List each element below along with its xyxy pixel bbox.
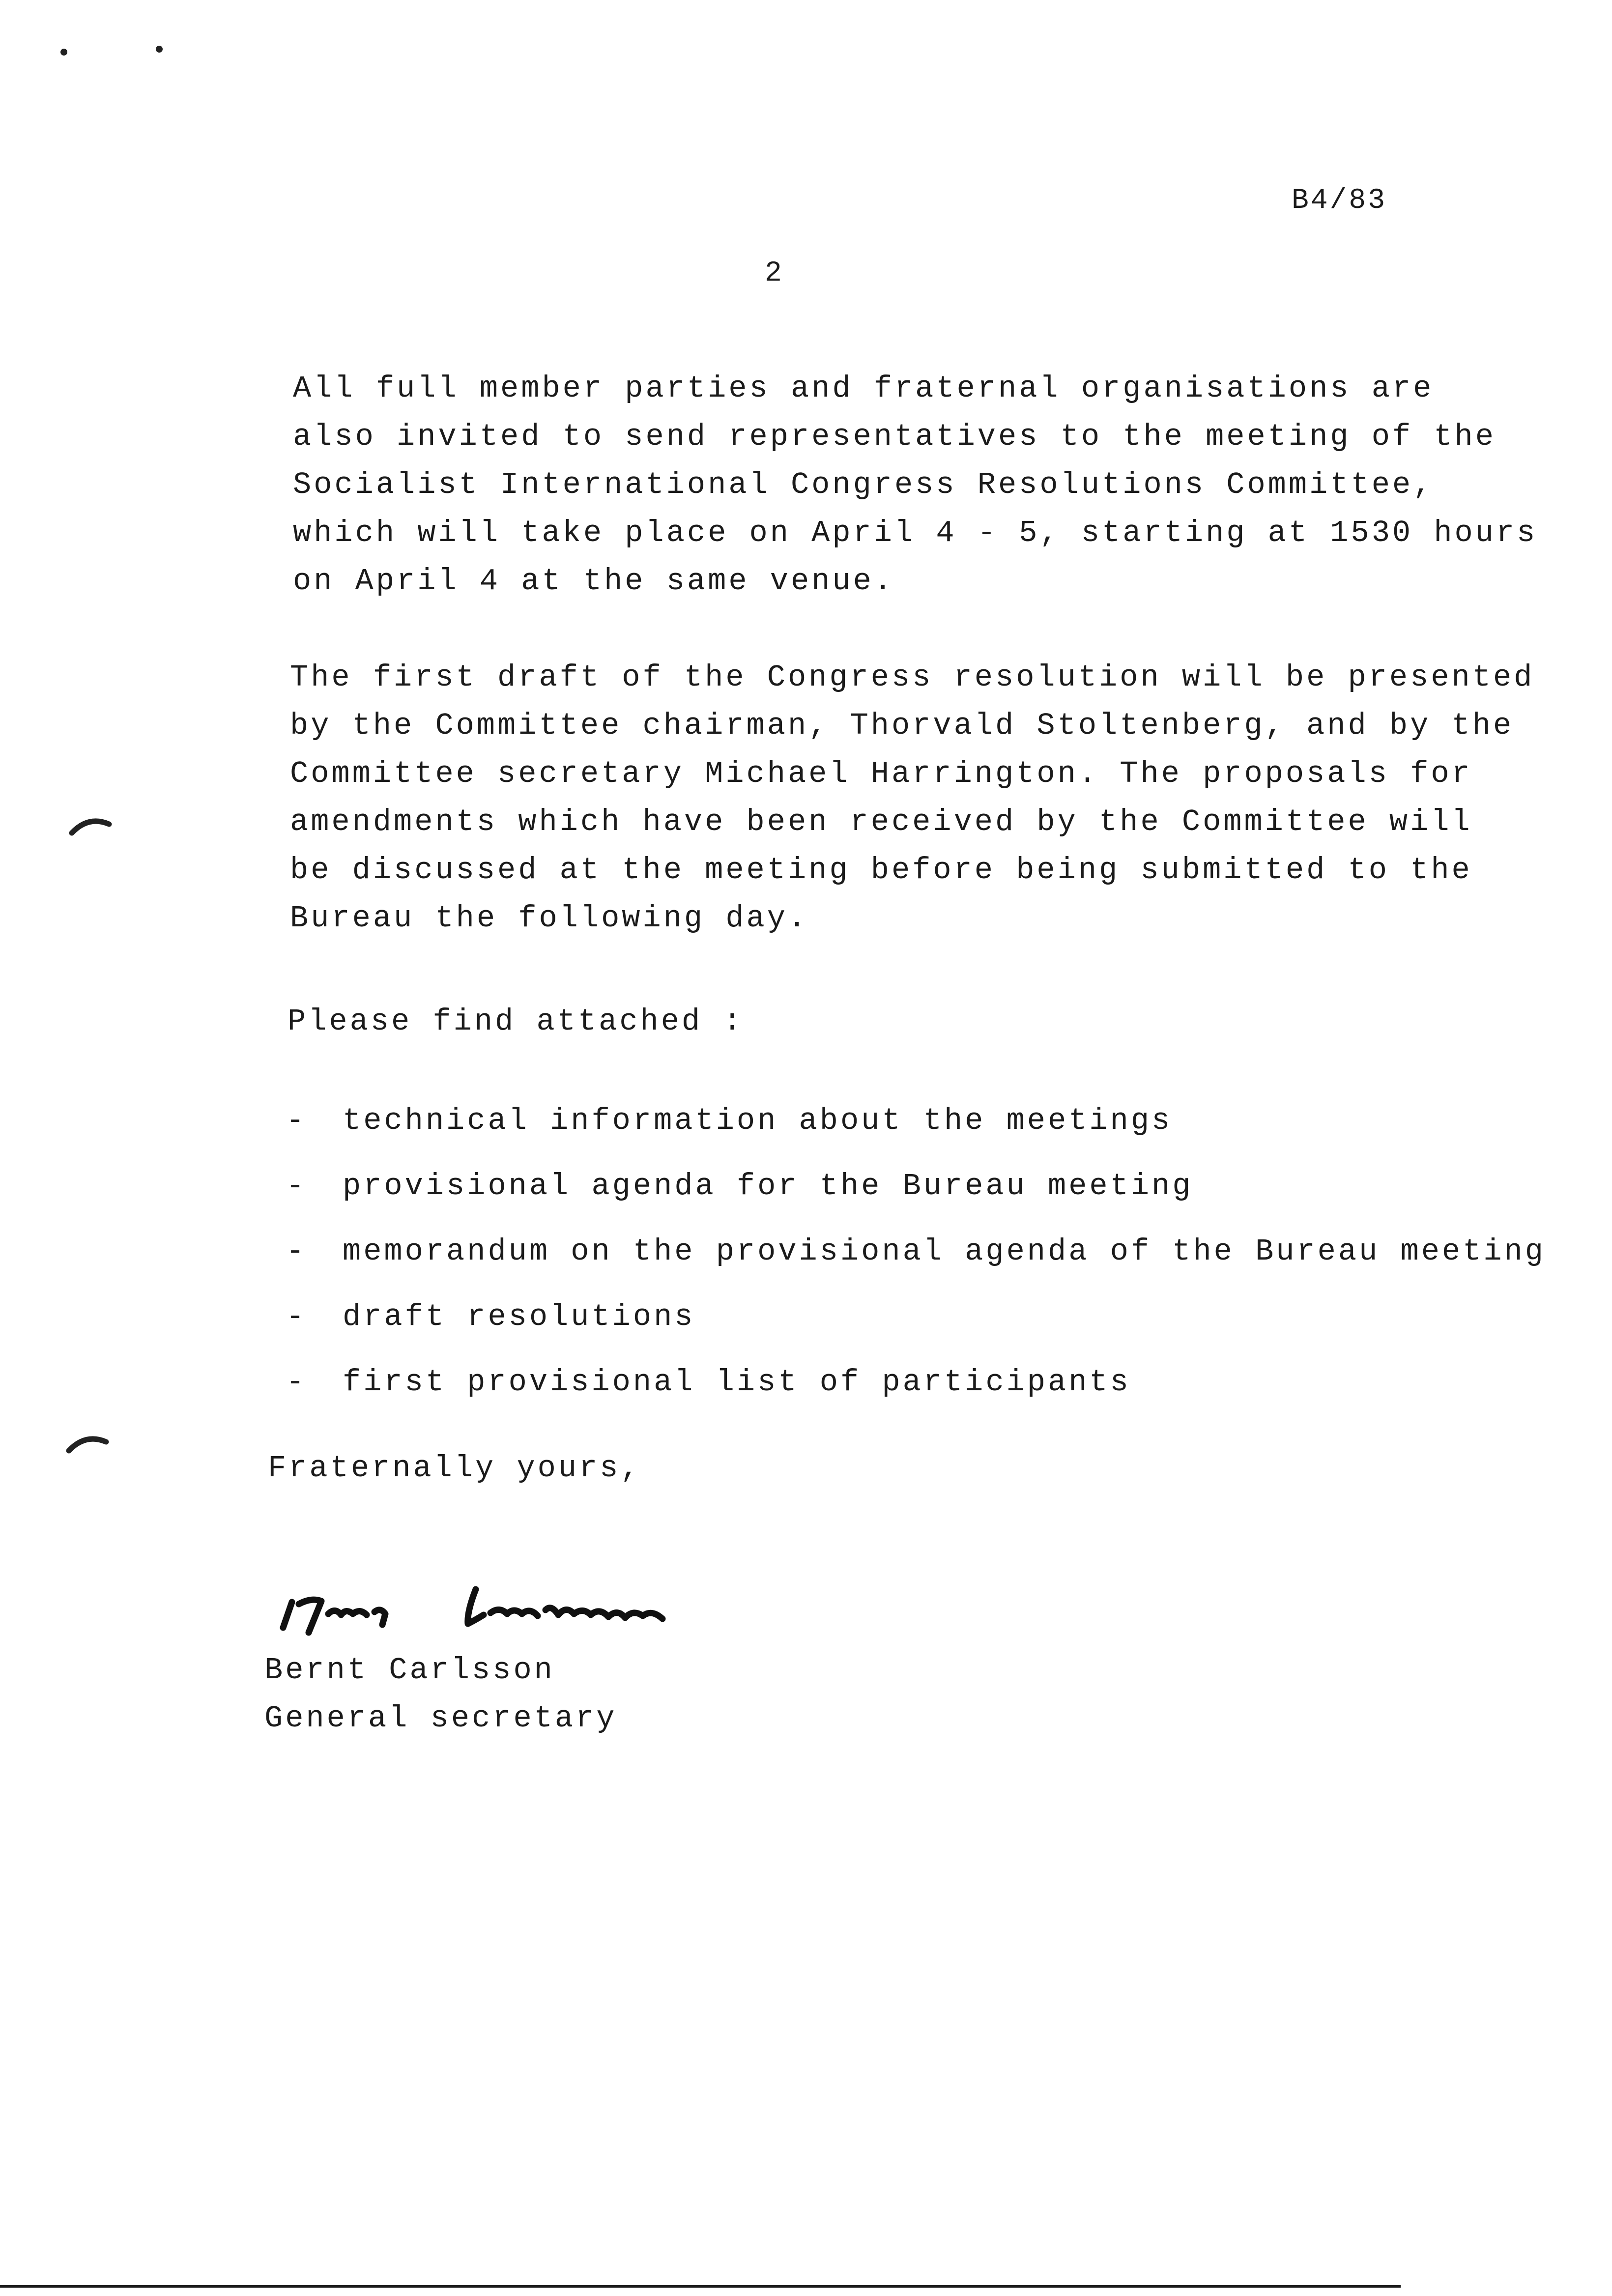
paragraph-line: The first draft of the Congress resolution will be presented — [290, 660, 1535, 695]
paragraph-line: by the Committee chairman, Thorvald Stoltenberg, and by the — [290, 708, 1514, 743]
bullet-dash: - — [286, 1365, 307, 1400]
attachment-label: provisional agenda for the Bureau meeting — [343, 1169, 1193, 1204]
list-item — [286, 1228, 1546, 1293]
paragraph-line: be discussed at the meeting before being submitted to the — [290, 853, 1472, 888]
bullet-dash: - — [286, 1299, 307, 1334]
list-item — [286, 1358, 1546, 1424]
paragraph-line: also invited to send representatives to the meeting of the — [293, 419, 1496, 454]
bullet-dash: - — [286, 1103, 307, 1138]
closing-salutation: Fraternally yours, — [268, 1451, 641, 1486]
paragraph-line: Committee secretary Michael Harrington. The proposals for — [290, 756, 1472, 791]
punch-hole-mark — [66, 1431, 110, 1456]
paragraph-draft-resolution — [290, 654, 1534, 943]
attachment-label: draft resolutions — [343, 1299, 695, 1334]
page-bottom-edge — [0, 2285, 1401, 2288]
attachments-intro: Please find attached : — [288, 1004, 744, 1039]
punch-hole-mark — [69, 813, 113, 838]
paragraph-line: on April 4 at the same venue. — [293, 564, 894, 599]
attachment-label: memorandum on the provisional agenda of the Bureau meeting — [343, 1234, 1546, 1269]
list-item — [286, 1097, 1546, 1162]
handwritten-signature — [269, 1573, 682, 1646]
paragraph-line: All full member parties and fraternal organisations are — [293, 371, 1434, 406]
scan-speck — [153, 43, 165, 55]
bullet-dash: - — [286, 1234, 307, 1269]
signer-title: General secretary — [264, 1701, 617, 1736]
paragraph-line: amendments which have been received by the Committee will — [290, 804, 1472, 839]
bullet-dash: - — [286, 1169, 307, 1204]
paragraph-line: which will take place on April 4 - 5, starting at 1530 hours — [293, 516, 1538, 550]
list-item — [286, 1162, 1546, 1228]
paragraph-invitation — [293, 365, 1537, 605]
document-reference: B4/83 — [1292, 185, 1387, 217]
list-item — [286, 1293, 1546, 1358]
attachment-label: first provisional list of participants — [343, 1365, 1131, 1400]
signer-block — [264, 1646, 617, 1743]
paragraph-line: Socialist International Congress Resolutions Committee, — [293, 467, 1434, 502]
attachment-label: technical information about the meetings — [343, 1103, 1173, 1138]
paragraph-line: Bureau the following day. — [290, 901, 809, 936]
attachments-list — [286, 1097, 1546, 1424]
scan-speck — [58, 46, 70, 58]
signer-name: Bernt Carlsson — [264, 1653, 555, 1688]
page-number: 2 — [765, 258, 782, 289]
